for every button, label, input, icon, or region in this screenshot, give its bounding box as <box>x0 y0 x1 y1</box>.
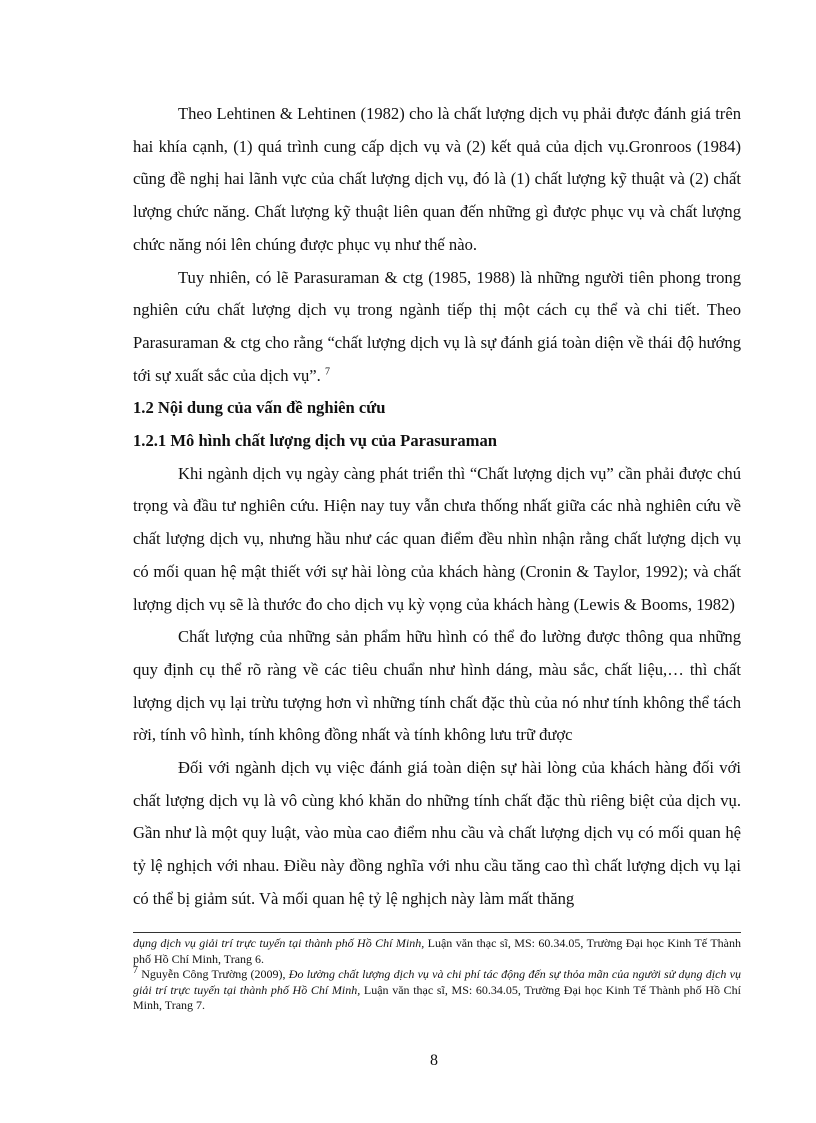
footnote-7-title: Đo lường chất lượng dịch vụ và chi phí tác động đến sự thỏa mãn của người sử dụng dịch vụ giải trí trực tuyến tại thành phố Hồ Chí Minh, <box>133 967 741 997</box>
footnote-continued-source: Luận văn thạc sĩ, MS: 60.34.05, Trường Đại học Kinh Tế Thành phố Hồ Chí Minh, Trang 6. <box>133 936 741 966</box>
paragraph-lehtinen: Theo Lehtinen & Lehtinen (1982) cho là chất lượng dịch vụ phải được đánh giá trên hai khía cạnh, (1) quá trình cung cấp dịch vụ và (2) kết quả của dịch vụ.Gronroos (1984) cũng đề nghị hai lãnh vực của chất lượng dịch vụ, đó là (1) chất lượng kỹ thuật và (2) chất lượng chức năng. Chất lượng kỹ thuật liên quan đến những gì được phục vụ và chất lượng chức năng nói lên chúng được phục vụ như thế nào. <box>133 104 741 254</box>
subsection-heading: 1.2.1 Mô hình chất lượng dịch vụ của Parasuraman <box>133 431 497 451</box>
footnote-7-author: Nguyễn Công Trường (2009), <box>138 967 289 981</box>
footnote-continued <box>133 936 741 967</box>
section-heading: 1.2 Nội dung của vấn đề nghiên cứu <box>133 398 386 418</box>
footnote-7-mark: 7 <box>133 965 138 976</box>
paragraph-evaluation: Đối với ngành dịch vụ việc đánh giá toàn diện sự hài lòng của khách hàng đối với chất lượng dịch vụ là vô cùng khó khăn do những tính chất đặc thù riêng biệt của dịch vụ. Gần như là một quy luật, vào mùa cao điểm nhu cầu và chất lượng dịch vụ có mối quan hệ tỷ lệ nghịch với nhau. Điều này đồng nghĩa với nhu cầu tăng cao thì chất lượng dịch vụ lại có thể bị giảm sút. Và mối quan hệ tỷ lệ nghịch này làm mất thăng <box>133 758 741 908</box>
footnote-continued-title: dụng dịch vụ giải trí trực tuyến tại thành phố Hồ Chí Minh, <box>133 936 425 950</box>
body-text <box>133 98 741 916</box>
footnotes <box>133 936 741 1014</box>
footnote-7-source: Luận văn thạc sĩ, MS: 60.34.05, Trường Đại học Kinh Tế Thành phố Hồ Chí Minh, Trang 7. <box>133 982 741 1012</box>
paragraph-parasuraman-text: Tuy nhiên, có lẽ Parasuraman & ctg (1985, 1988) là những người tiên phong trong nghiên cứu chất lượng dịch vụ trong ngành tiếp thị một cách cụ thể và chi tiết. Theo Parasuraman & ctg cho rằng “chất lượng dịch vụ là sự đánh giá toàn diện về thái độ hướng tới sự xuất sắc của dịch vụ”. <box>133 267 741 385</box>
paragraph-tangible-products: Chất lượng của những sản phẩm hữu hình có thể đo lường được thông qua những quy định cụ thể rõ ràng về các tiêu chuẩn như hình dáng, màu sắc, chất liệu,… thì chất lượng dịch vụ lại trừu tượng hơn vì những tính chất đặc thù của nó như tính không thể tách rời, tính vô hình, tính không đồng nhất và tính không lưu trữ được <box>133 627 741 745</box>
footnote-divider <box>133 932 741 933</box>
footnote-7 <box>133 967 741 1014</box>
paragraph-service-industry: Khi ngành dịch vụ ngày càng phát triển thì “Chất lượng dịch vụ” cần phải được chú trọng và đầu tư nghiên cứu. Hiện nay tuy vẫn chưa thống nhất giữa các nhà nghiên cứu về chất lượng dịch vụ, nhưng hầu như các quan điểm đều nhìn nhận rằng chất lượng dịch vụ có mối quan hệ mật thiết với sự hài lòng của khách hàng (Cronin & Taylor, 1992); và chất lượng dịch vụ sẽ là thước đo cho dịch vụ kỳ vọng của khách hàng (Lewis & Booms, 1982) <box>133 463 741 614</box>
paragraph-parasuraman <box>133 262 741 393</box>
footnote-ref-7[interactable]: 7 <box>324 366 330 378</box>
page-number: 8 <box>430 1052 438 1069</box>
